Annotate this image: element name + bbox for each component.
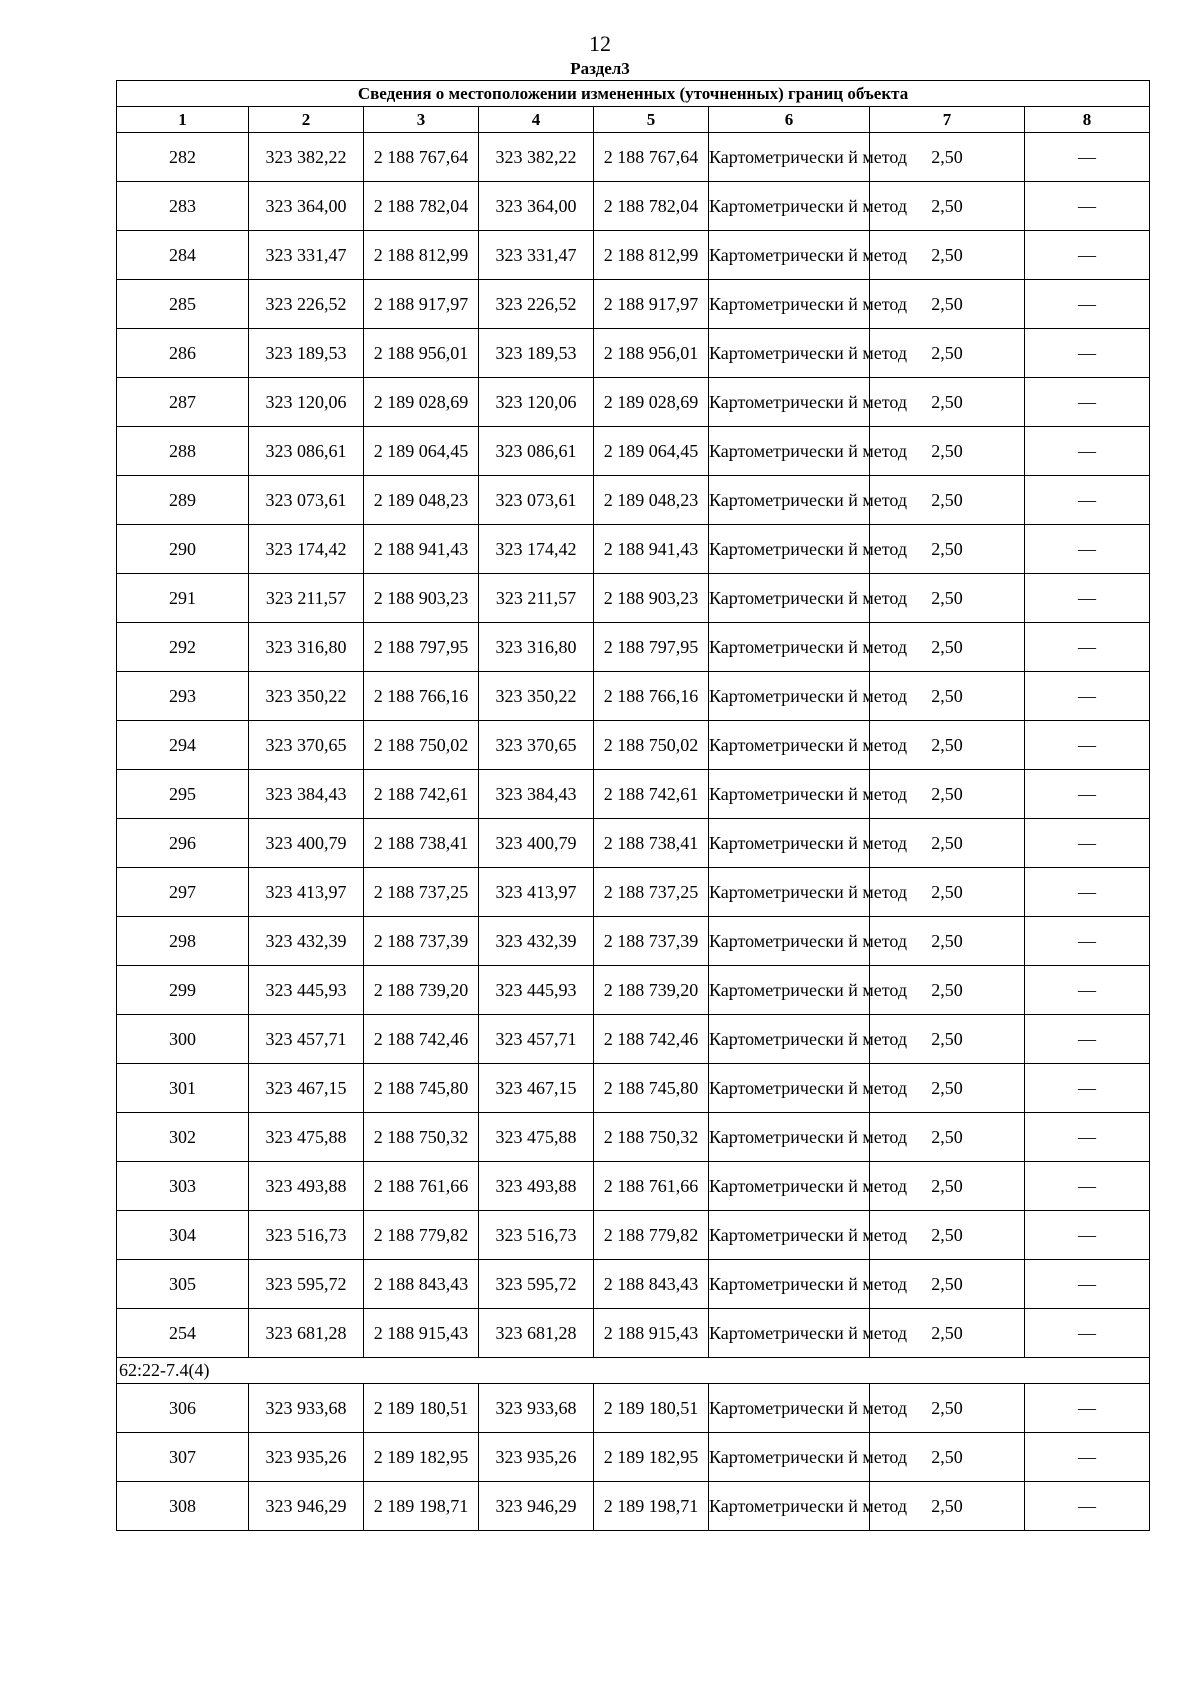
cell-description: — xyxy=(1025,182,1150,231)
cell-old-y: 2 188 812,99 xyxy=(364,231,479,280)
cell-description: — xyxy=(1025,1433,1150,1482)
cell-description: — xyxy=(1025,231,1150,280)
cell-old-x: 323 211,57 xyxy=(249,574,364,623)
cell-old-x: 323 475,88 xyxy=(249,1113,364,1162)
table-row xyxy=(117,476,1150,525)
cell-point-number: 304 xyxy=(117,1211,249,1260)
cell-point-number: 285 xyxy=(117,280,249,329)
cell-new-x: 323 432,39 xyxy=(479,917,594,966)
cell-old-x: 323 935,26 xyxy=(249,1433,364,1482)
cell-description: — xyxy=(1025,525,1150,574)
cell-new-y: 2 188 750,32 xyxy=(594,1113,709,1162)
table-row xyxy=(117,182,1150,231)
cell-point-number: 254 xyxy=(117,1309,249,1358)
cell-method: Картометрически й метод xyxy=(709,917,870,966)
cell-old-x: 323 681,28 xyxy=(249,1309,364,1358)
cell-new-y: 2 188 737,39 xyxy=(594,917,709,966)
cell-precision: 2,50 xyxy=(870,378,1025,427)
cell-precision: 2,50 xyxy=(870,231,1025,280)
cell-precision: 2,50 xyxy=(870,1260,1025,1309)
cell-precision: 2,50 xyxy=(870,1015,1025,1064)
cell-new-x: 323 370,65 xyxy=(479,721,594,770)
cell-new-y: 2 189 064,45 xyxy=(594,427,709,476)
cell-method: Картометрически й метод xyxy=(709,280,870,329)
cell-method: Картометрически й метод xyxy=(709,1015,870,1064)
cell-description: — xyxy=(1025,133,1150,182)
cell-old-x: 323 331,47 xyxy=(249,231,364,280)
cell-point-number: 283 xyxy=(117,182,249,231)
table-row xyxy=(117,1482,1150,1531)
cell-point-number: 301 xyxy=(117,1064,249,1113)
cell-new-y: 2 188 941,43 xyxy=(594,525,709,574)
cell-description: — xyxy=(1025,1113,1150,1162)
cell-old-y: 2 188 956,01 xyxy=(364,329,479,378)
cell-precision: 2,50 xyxy=(870,525,1025,574)
cell-new-y: 2 188 738,41 xyxy=(594,819,709,868)
cell-old-y: 2 188 903,23 xyxy=(364,574,479,623)
cell-old-x: 323 933,68 xyxy=(249,1384,364,1433)
cell-new-y: 2 188 750,02 xyxy=(594,721,709,770)
cell-description: — xyxy=(1025,476,1150,525)
cell-old-y: 2 188 782,04 xyxy=(364,182,479,231)
cell-new-y: 2 188 917,97 xyxy=(594,280,709,329)
cell-method: Картометрически й метод xyxy=(709,623,870,672)
cell-method: Картометрически й метод xyxy=(709,525,870,574)
cell-point-number: 296 xyxy=(117,819,249,868)
cell-old-x: 323 120,06 xyxy=(249,378,364,427)
cell-point-number: 302 xyxy=(117,1113,249,1162)
cell-precision: 2,50 xyxy=(870,1113,1025,1162)
cell-old-x: 323 073,61 xyxy=(249,476,364,525)
cell-old-y: 2 188 761,66 xyxy=(364,1162,479,1211)
cell-precision: 2,50 xyxy=(870,966,1025,1015)
cell-precision: 2,50 xyxy=(870,917,1025,966)
cell-old-x: 323 226,52 xyxy=(249,280,364,329)
cell-old-y: 2 189 064,45 xyxy=(364,427,479,476)
cell-method: Картометрически й метод xyxy=(709,770,870,819)
cell-new-x: 323 331,47 xyxy=(479,231,594,280)
cell-precision: 2,50 xyxy=(870,623,1025,672)
cell-new-x: 323 467,15 xyxy=(479,1064,594,1113)
cell-description: — xyxy=(1025,672,1150,721)
column-number: 4 xyxy=(479,107,594,133)
cell-point-number: 284 xyxy=(117,231,249,280)
cell-point-number: 289 xyxy=(117,476,249,525)
cell-point-number: 305 xyxy=(117,1260,249,1309)
cell-method: Картометрически й метод xyxy=(709,182,870,231)
cell-new-y: 2 188 915,43 xyxy=(594,1309,709,1358)
cell-new-y: 2 188 843,43 xyxy=(594,1260,709,1309)
cell-new-y: 2 188 761,66 xyxy=(594,1162,709,1211)
cell-precision: 2,50 xyxy=(870,133,1025,182)
table-row xyxy=(117,1433,1150,1482)
cell-precision: 2,50 xyxy=(870,1433,1025,1482)
cell-old-y: 2 188 917,97 xyxy=(364,280,479,329)
cell-old-x: 323 432,39 xyxy=(249,917,364,966)
cell-new-x: 323 946,29 xyxy=(479,1482,594,1531)
cell-old-y: 2 188 766,16 xyxy=(364,672,479,721)
table-row xyxy=(117,525,1150,574)
cell-method: Картометрически й метод xyxy=(709,574,870,623)
cell-description: — xyxy=(1025,1064,1150,1113)
cell-old-x: 323 413,97 xyxy=(249,868,364,917)
cell-new-x: 323 445,93 xyxy=(479,966,594,1015)
column-number-row xyxy=(117,107,1150,133)
cell-old-x: 323 457,71 xyxy=(249,1015,364,1064)
table-row xyxy=(117,868,1150,917)
cell-point-number: 300 xyxy=(117,1015,249,1064)
cell-new-x: 323 516,73 xyxy=(479,1211,594,1260)
cell-point-number: 287 xyxy=(117,378,249,427)
cell-method: Картометрически й метод xyxy=(709,1064,870,1113)
cell-precision: 2,50 xyxy=(870,770,1025,819)
cell-point-number: 292 xyxy=(117,623,249,672)
cell-precision: 2,50 xyxy=(870,329,1025,378)
cell-description: — xyxy=(1025,329,1150,378)
cell-description: — xyxy=(1025,721,1150,770)
section-title: Раздел3 xyxy=(570,59,630,78)
cell-old-x: 323 400,79 xyxy=(249,819,364,868)
boundary-coordinates-table xyxy=(116,80,1150,1531)
cell-old-y: 2 188 779,82 xyxy=(364,1211,479,1260)
cell-description: — xyxy=(1025,966,1150,1015)
cell-point-number: 307 xyxy=(117,1433,249,1482)
table-row xyxy=(117,1260,1150,1309)
cell-method: Картометрически й метод xyxy=(709,868,870,917)
table-row xyxy=(117,1015,1150,1064)
cell-precision: 2,50 xyxy=(870,476,1025,525)
cell-old-x: 323 086,61 xyxy=(249,427,364,476)
cell-old-y: 2 188 745,80 xyxy=(364,1064,479,1113)
cell-precision: 2,50 xyxy=(870,1482,1025,1531)
table-row xyxy=(117,133,1150,182)
cell-precision: 2,50 xyxy=(870,182,1025,231)
cell-description: — xyxy=(1025,280,1150,329)
cell-old-y: 2 189 028,69 xyxy=(364,378,479,427)
cell-point-number: 290 xyxy=(117,525,249,574)
table-row xyxy=(117,574,1150,623)
cell-new-x: 323 120,06 xyxy=(479,378,594,427)
cell-old-x: 323 445,93 xyxy=(249,966,364,1015)
cell-new-x: 323 211,57 xyxy=(479,574,594,623)
cell-new-y: 2 189 048,23 xyxy=(594,476,709,525)
cell-method: Картометрически й метод xyxy=(709,1309,870,1358)
table-row xyxy=(117,329,1150,378)
cell-old-x: 323 189,53 xyxy=(249,329,364,378)
cell-method: Картометрически й метод xyxy=(709,427,870,476)
cell-old-x: 323 382,22 xyxy=(249,133,364,182)
cell-new-x: 323 933,68 xyxy=(479,1384,594,1433)
cell-old-y: 2 188 843,43 xyxy=(364,1260,479,1309)
table-row xyxy=(117,966,1150,1015)
cell-new-x: 323 086,61 xyxy=(479,427,594,476)
cell-old-y: 2 188 742,46 xyxy=(364,1015,479,1064)
cell-old-x: 323 467,15 xyxy=(249,1064,364,1113)
cell-old-y: 2 188 739,20 xyxy=(364,966,479,1015)
cell-new-x: 323 400,79 xyxy=(479,819,594,868)
cell-precision: 2,50 xyxy=(870,819,1025,868)
cell-new-y: 2 188 903,23 xyxy=(594,574,709,623)
cell-method: Картометрически й метод xyxy=(709,1260,870,1309)
cell-new-y: 2 189 198,71 xyxy=(594,1482,709,1531)
cell-method: Картометрически й метод xyxy=(709,1211,870,1260)
cell-description: — xyxy=(1025,623,1150,672)
cell-point-number: 298 xyxy=(117,917,249,966)
cell-precision: 2,50 xyxy=(870,280,1025,329)
cell-new-x: 323 350,22 xyxy=(479,672,594,721)
cell-new-y: 2 188 779,82 xyxy=(594,1211,709,1260)
cell-old-x: 323 316,80 xyxy=(249,623,364,672)
cell-new-x: 323 475,88 xyxy=(479,1113,594,1162)
cell-new-y: 2 188 742,61 xyxy=(594,770,709,819)
cell-precision: 2,50 xyxy=(870,574,1025,623)
cell-point-number: 297 xyxy=(117,868,249,917)
table-row xyxy=(117,1064,1150,1113)
column-number: 3 xyxy=(364,107,479,133)
table-row xyxy=(117,1162,1150,1211)
cell-point-number: 306 xyxy=(117,1384,249,1433)
cell-precision: 2,50 xyxy=(870,1309,1025,1358)
cell-method: Картометрически й метод xyxy=(709,1384,870,1433)
cell-method: Картометрически й метод xyxy=(709,476,870,525)
cell-point-number: 303 xyxy=(117,1162,249,1211)
table-body xyxy=(117,133,1150,1531)
cell-new-x: 323 174,42 xyxy=(479,525,594,574)
cell-new-y: 2 188 737,25 xyxy=(594,868,709,917)
table-row xyxy=(117,770,1150,819)
cell-old-x: 323 946,29 xyxy=(249,1482,364,1531)
cell-point-number: 308 xyxy=(117,1482,249,1531)
table-row xyxy=(117,672,1150,721)
cell-point-number: 294 xyxy=(117,721,249,770)
cell-old-y: 2 188 742,61 xyxy=(364,770,479,819)
column-number: 7 xyxy=(870,107,1025,133)
cell-point-number: 286 xyxy=(117,329,249,378)
cell-point-number: 282 xyxy=(117,133,249,182)
table-row xyxy=(117,623,1150,672)
cell-old-y: 2 189 048,23 xyxy=(364,476,479,525)
column-number: 6 xyxy=(709,107,870,133)
cell-precision: 2,50 xyxy=(870,1211,1025,1260)
cell-new-y: 2 188 739,20 xyxy=(594,966,709,1015)
table-row xyxy=(117,378,1150,427)
cell-new-y: 2 188 766,16 xyxy=(594,672,709,721)
cell-old-y: 2 188 737,25 xyxy=(364,868,479,917)
table-row xyxy=(117,1113,1150,1162)
cell-old-y: 2 188 797,95 xyxy=(364,623,479,672)
cell-new-y: 2 188 956,01 xyxy=(594,329,709,378)
cell-new-y: 2 189 182,95 xyxy=(594,1433,709,1482)
cell-method: Картометрически й метод xyxy=(709,966,870,1015)
cell-old-y: 2 189 180,51 xyxy=(364,1384,479,1433)
cell-new-x: 323 384,43 xyxy=(479,770,594,819)
cell-precision: 2,50 xyxy=(870,427,1025,476)
cell-new-y: 2 188 767,64 xyxy=(594,133,709,182)
column-number: 1 xyxy=(117,107,249,133)
table-caption: Сведения о местоположении измененных (уточненных) границ объекта xyxy=(117,81,1150,107)
cell-old-y: 2 188 941,43 xyxy=(364,525,479,574)
cell-method: Картометрически й метод xyxy=(709,133,870,182)
cell-point-number: 293 xyxy=(117,672,249,721)
table-row xyxy=(117,917,1150,966)
cell-old-x: 323 595,72 xyxy=(249,1260,364,1309)
cell-old-x: 323 364,00 xyxy=(249,182,364,231)
cell-method: Картометрически й метод xyxy=(709,378,870,427)
cell-new-x: 323 226,52 xyxy=(479,280,594,329)
cell-description: — xyxy=(1025,1015,1150,1064)
cell-old-y: 2 188 915,43 xyxy=(364,1309,479,1358)
cell-description: — xyxy=(1025,574,1150,623)
cell-new-y: 2 189 028,69 xyxy=(594,378,709,427)
cell-description: — xyxy=(1025,1482,1150,1531)
cell-point-number: 295 xyxy=(117,770,249,819)
cell-precision: 2,50 xyxy=(870,1162,1025,1211)
cell-old-y: 2 189 198,71 xyxy=(364,1482,479,1531)
cell-method: Картометрически й метод xyxy=(709,1162,870,1211)
cell-new-y: 2 188 745,80 xyxy=(594,1064,709,1113)
table-row xyxy=(117,280,1150,329)
group-row xyxy=(117,1358,1150,1384)
table-row xyxy=(117,1384,1150,1433)
cell-new-y: 2 188 742,46 xyxy=(594,1015,709,1064)
table-row xyxy=(117,1211,1150,1260)
cell-point-number: 299 xyxy=(117,966,249,1015)
cell-method: Картометрически й метод xyxy=(709,672,870,721)
cell-description: — xyxy=(1025,868,1150,917)
cell-new-x: 323 382,22 xyxy=(479,133,594,182)
cell-description: — xyxy=(1025,1260,1150,1309)
cell-old-y: 2 188 750,02 xyxy=(364,721,479,770)
cell-method: Картометрически й метод xyxy=(709,1113,870,1162)
cell-new-x: 323 681,28 xyxy=(479,1309,594,1358)
cell-description: — xyxy=(1025,1384,1150,1433)
cell-old-y: 2 189 182,95 xyxy=(364,1433,479,1482)
cell-precision: 2,50 xyxy=(870,1384,1025,1433)
column-number: 5 xyxy=(594,107,709,133)
cell-description: — xyxy=(1025,1211,1150,1260)
cell-old-x: 323 350,22 xyxy=(249,672,364,721)
cell-new-x: 323 189,53 xyxy=(479,329,594,378)
cell-precision: 2,50 xyxy=(870,721,1025,770)
cell-description: — xyxy=(1025,378,1150,427)
cell-method: Картометрически й метод xyxy=(709,819,870,868)
table-row xyxy=(117,427,1150,476)
cell-description: — xyxy=(1025,1309,1150,1358)
cell-old-x: 323 384,43 xyxy=(249,770,364,819)
cell-new-y: 2 188 812,99 xyxy=(594,231,709,280)
cell-method: Картометрически й метод xyxy=(709,329,870,378)
group-label: 62:22-7.4(4) xyxy=(117,1358,1150,1384)
cell-new-x: 323 413,97 xyxy=(479,868,594,917)
cell-method: Картометрически й метод xyxy=(709,721,870,770)
table-row xyxy=(117,721,1150,770)
cell-new-x: 323 595,72 xyxy=(479,1260,594,1309)
cell-description: — xyxy=(1025,427,1150,476)
cell-method: Картометрически й метод xyxy=(709,231,870,280)
cell-description: — xyxy=(1025,1162,1150,1211)
cell-old-y: 2 188 750,32 xyxy=(364,1113,479,1162)
table-row xyxy=(117,819,1150,868)
column-number: 2 xyxy=(249,107,364,133)
table-row xyxy=(117,1309,1150,1358)
cell-description: — xyxy=(1025,819,1150,868)
cell-new-x: 323 935,26 xyxy=(479,1433,594,1482)
cell-description: — xyxy=(1025,917,1150,966)
cell-method: Картометрически й метод xyxy=(709,1433,870,1482)
cell-new-x: 323 493,88 xyxy=(479,1162,594,1211)
cell-old-y: 2 188 767,64 xyxy=(364,133,479,182)
cell-method: Картометрически й метод xyxy=(709,1482,870,1531)
cell-point-number: 288 xyxy=(117,427,249,476)
cell-new-x: 323 364,00 xyxy=(479,182,594,231)
page-number: 12 xyxy=(589,31,611,56)
cell-new-x: 323 457,71 xyxy=(479,1015,594,1064)
cell-old-y: 2 188 737,39 xyxy=(364,917,479,966)
cell-description: — xyxy=(1025,770,1150,819)
cell-new-y: 2 189 180,51 xyxy=(594,1384,709,1433)
cell-point-number: 291 xyxy=(117,574,249,623)
cell-old-x: 323 370,65 xyxy=(249,721,364,770)
cell-precision: 2,50 xyxy=(870,672,1025,721)
cell-new-x: 323 073,61 xyxy=(479,476,594,525)
cell-new-y: 2 188 782,04 xyxy=(594,182,709,231)
cell-new-y: 2 188 797,95 xyxy=(594,623,709,672)
cell-precision: 2,50 xyxy=(870,868,1025,917)
cell-old-x: 323 493,88 xyxy=(249,1162,364,1211)
cell-old-x: 323 174,42 xyxy=(249,525,364,574)
cell-old-y: 2 188 738,41 xyxy=(364,819,479,868)
cell-precision: 2,50 xyxy=(870,1064,1025,1113)
table-row xyxy=(117,231,1150,280)
cell-new-x: 323 316,80 xyxy=(479,623,594,672)
cell-old-x: 323 516,73 xyxy=(249,1211,364,1260)
column-number: 8 xyxy=(1025,107,1150,133)
